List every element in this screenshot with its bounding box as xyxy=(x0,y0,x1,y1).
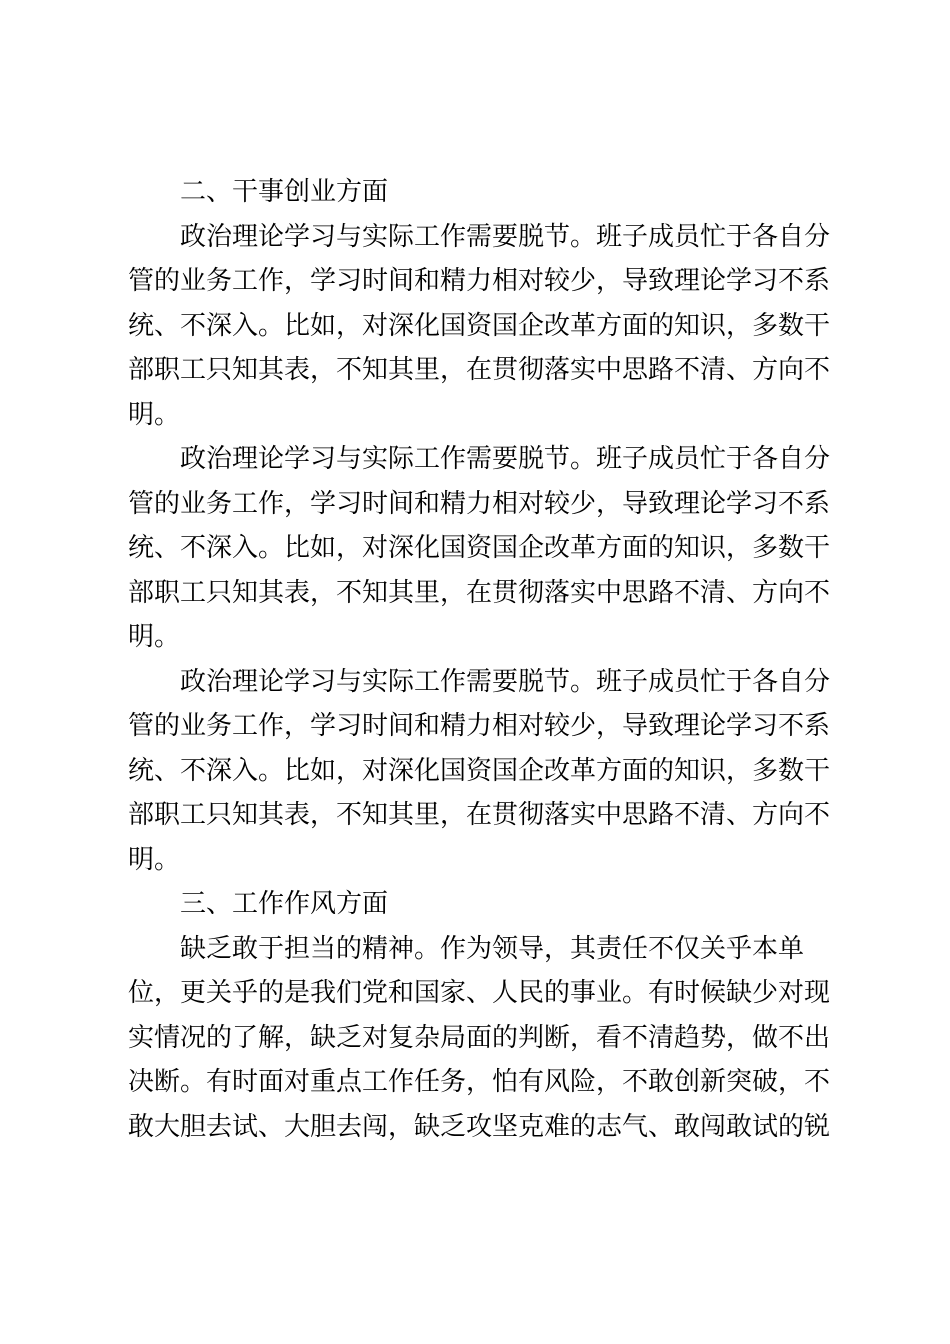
paragraph-line: 管的业务工作，学习时间和精力相对较少，导致理论学习不系 xyxy=(128,266,831,296)
paragraph-line: 部职工只知其表，不知其里，在贯彻落实中思路不清、方向不 xyxy=(128,577,831,608)
paragraph-line: 明。 xyxy=(128,399,181,430)
paragraph-line: 部职工只知其表，不知其里，在贯彻落实中思路不清、方向不 xyxy=(128,800,831,830)
paragraph-line: 政治理论学习与实际工作需要脱节。班子成员忙于各自分 xyxy=(180,221,831,252)
paragraph-line: 位，更关乎的是我们党和国家、人民的事业。有时候缺少对现 xyxy=(128,978,831,1008)
paragraph-3 xyxy=(128,660,831,883)
paragraph-line: 政治理论学习与实际工作需要脱节。班子成员忙于各自分 xyxy=(180,444,831,474)
paragraph-line: 敢大胆去试、大胆去闯，缺乏攻坚克难的志气、敢闯敢试的锐 xyxy=(128,1111,831,1142)
paragraph-line: 政治理论学习与实际工作需要脱节。班子成员忙于各自分 xyxy=(180,666,831,697)
paragraph-line: 管的业务工作，学习时间和精力相对较少，导致理论学习不系 xyxy=(128,488,831,519)
paragraph-line: 管的业务工作，学习时间和精力相对较少，导致理论学习不系 xyxy=(128,711,831,741)
paragraph-1 xyxy=(128,215,831,438)
paragraph-line: 统、不深入。比如，对深化国资国企改革方面的知识，多数干 xyxy=(128,533,831,563)
paragraph-2 xyxy=(128,437,831,660)
document-body xyxy=(128,170,831,1149)
paragraph-line: 统、不深入。比如，对深化国资国企改革方面的知识，多数干 xyxy=(128,310,831,341)
paragraph-line: 部职工只知其表，不知其里，在贯彻落实中思路不清、方向不 xyxy=(128,355,831,385)
paragraph-4 xyxy=(128,927,831,1150)
paragraph-line: 实情况的了解，缺乏对复杂局面的判断，看不清趋势，做不出 xyxy=(128,1022,831,1053)
section-two-heading: 二、干事创业方面 xyxy=(180,177,389,207)
paragraph-line: 决断。有时面对重点工作任务，怕有风险，不敢创新突破，不 xyxy=(128,1067,831,1097)
paragraph-line: 明。 xyxy=(128,622,181,652)
paragraph-line: 统、不深入。比如，对深化国资国企改革方面的知识，多数干 xyxy=(128,755,831,786)
section-three-heading: 三、工作作风方面 xyxy=(180,889,389,919)
paragraph-line: 缺乏敢于担当的精神。作为领导，其责任不仅关乎本单 xyxy=(180,933,805,964)
paragraph-line: 明。 xyxy=(128,844,181,875)
